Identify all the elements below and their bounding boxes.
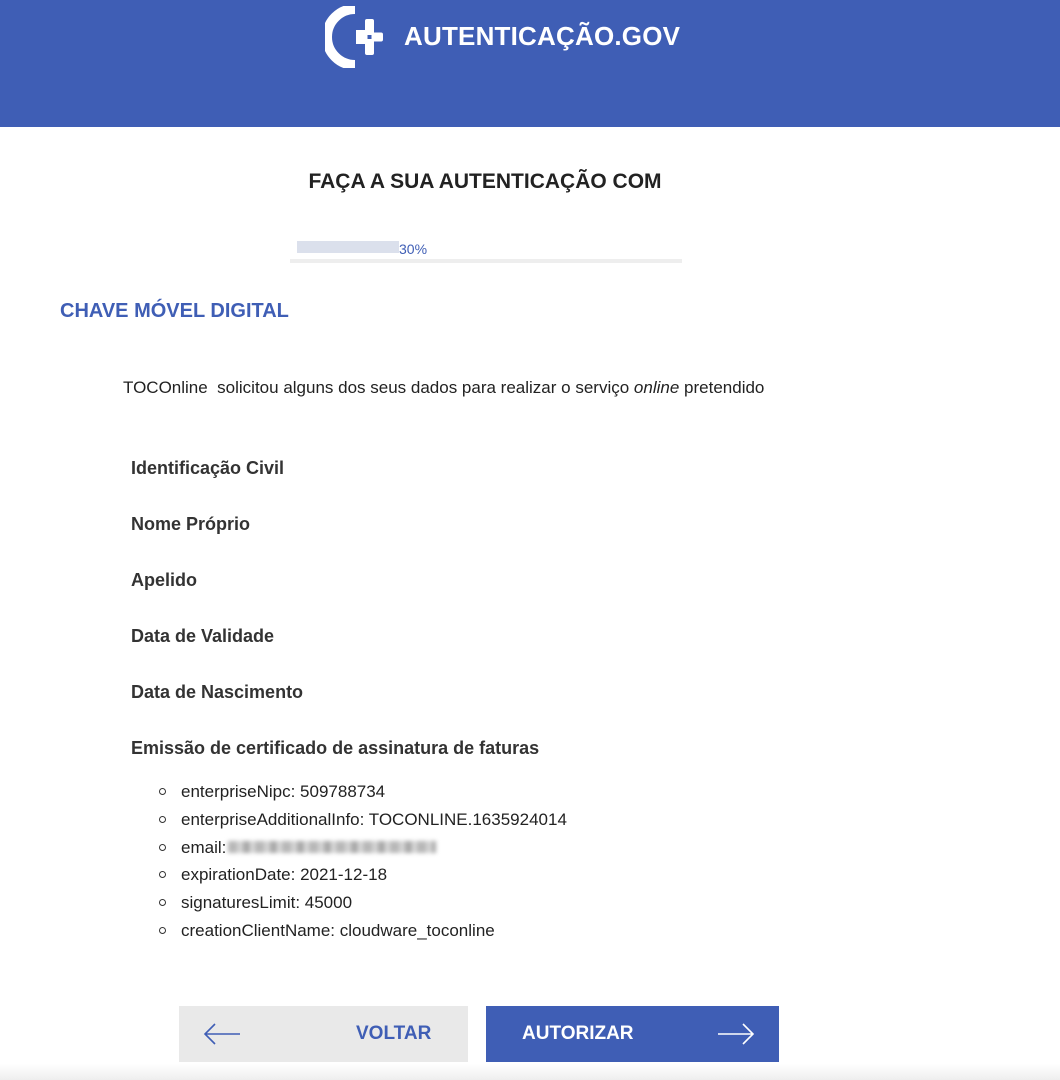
autenticacao-gov-logo-icon: [325, 6, 385, 68]
progress-bar: [297, 241, 399, 253]
field-surname: Apelido: [131, 570, 197, 590]
redacted-email: [228, 841, 436, 853]
bullet-icon: [159, 844, 166, 851]
progress-track: [290, 259, 682, 263]
certificate-details-list: [158, 778, 567, 945]
detail-creation-client-name: creationClientName: cloudware_toconline: [181, 920, 495, 940]
back-button-label: VOLTAR: [356, 1023, 432, 1044]
detail-enterprise-nipc: enterpriseNipc: 509788734: [181, 782, 386, 801]
bullet-icon: [159, 788, 166, 795]
brand-name: AUTENTICAÇÃO.GOV: [404, 21, 681, 51]
detail-expiration-date: expirationDate: 2021-12-18: [181, 865, 388, 885]
page-title: FAÇA A SUA AUTENTICAÇÃO COM: [308, 170, 662, 193]
arrow-right-icon: [717, 1023, 755, 1045]
list-item: [158, 778, 567, 806]
request-message: [123, 376, 764, 400]
request-text: solicitou alguns dos seus dados para realizar o serviço: [217, 378, 630, 397]
arrow-left-icon: [203, 1023, 241, 1045]
progress-percentage: 30%: [399, 241, 428, 257]
request-emphasis: online: [633, 378, 680, 397]
list-item: [158, 889, 567, 917]
field-birth-date: Data de Nascimento: [131, 682, 304, 702]
back-button[interactable]: [179, 1006, 468, 1062]
detail-enterprise-additional-info: enterpriseAdditionalInfo: TOCONLINE.1635924014: [181, 809, 567, 829]
list-item: [158, 861, 567, 889]
field-invoice-signature-certificate: Emissão de certificado de assinatura de faturas: [131, 738, 540, 758]
authorize-button[interactable]: [486, 1006, 779, 1062]
field-first-name: Nome Próprio: [131, 514, 251, 534]
bottom-shadow: [0, 1064, 1060, 1080]
header-bar: [0, 0, 1060, 127]
bullet-icon: [159, 816, 166, 823]
section-title: CHAVE MÓVEL DIGITAL: [60, 300, 289, 322]
bullet-icon: [159, 871, 166, 878]
authorize-button-label: AUTORIZAR: [522, 1023, 634, 1044]
field-civil-identification: Identificação Civil: [131, 458, 285, 478]
list-item: [158, 806, 567, 834]
request-text-end: pretendido: [684, 378, 765, 397]
list-item: [158, 834, 567, 862]
field-expiry-date: Data de Validade: [131, 626, 275, 646]
bullet-icon: [159, 927, 166, 934]
detail-email-label: email:: [181, 837, 227, 857]
requester-name: TOCOnline: [123, 378, 208, 397]
list-item: [158, 917, 567, 945]
detail-signatures-limit: signaturesLimit: 45000: [181, 893, 353, 913]
bullet-icon: [159, 899, 166, 906]
